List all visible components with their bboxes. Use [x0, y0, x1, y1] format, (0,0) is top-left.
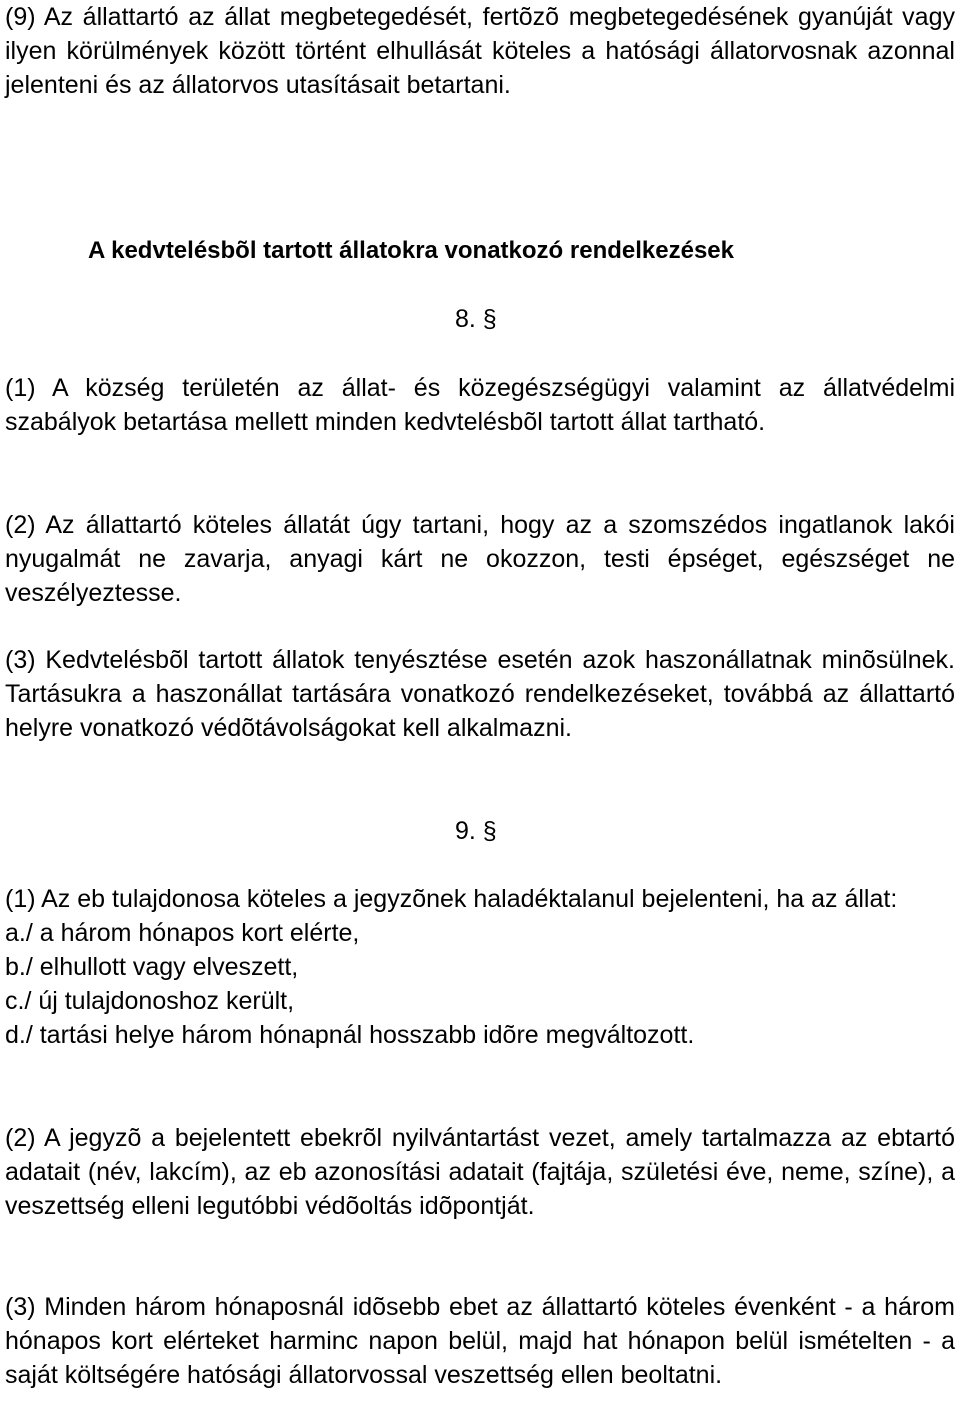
- section-heading: A kedvtelésbõl tartott állatokra vonatkozó rendelkezések: [88, 237, 734, 264]
- s8-paragraph-3: [5, 643, 955, 745]
- s9-paragraph-1: [5, 882, 955, 1052]
- paragraph-text: (1) A község területén az állat- és közegészségügyi valamint az állatvédelmi szabályok betartása mellett minden kedvtelésbõl tartott állat tartható.: [5, 374, 955, 436]
- paragraph-9: [5, 0, 955, 102]
- list-item: c./ új tulajdonoshoz került,: [5, 987, 295, 1015]
- section-number-9: 9. §: [455, 817, 497, 845]
- s9-paragraph-2: [5, 1121, 955, 1223]
- paragraph-text: (3) Kedvtelésbõl tartott állatok tenyésztése esetén azok haszonállatnak minõsülnek. Tartásukra a haszonállat tartására vonatkozó rendelkezéseket, továbbá az állattartó helyre vonatkozó védõtávolságokat kell alkalmazni.: [5, 646, 955, 742]
- paragraph-text: (9) Az állattartó az állat megbetegedését, fertõzõ megbetegedésének gyanúját vagy ilyen körülmények között történt elhullását köteles a hatósági állatorvosnak azonnal jelenteni és az állatorvos utasításait betartani.: [5, 3, 955, 99]
- paragraph-text: (3) Minden három hónaposnál idõsebb ebet az állattartó köteles évenként - a három hónapos kort elérteket harminc napon belül, majd hat hónapon belül ismételten - a saját költségére hatósági állatorvossal veszettség ellen beoltatni.: [5, 1293, 955, 1389]
- paragraph-text: (2) A jegyzõ a bejelentett ebekrõl nyilvántartást vezet, amely tartalmazza az ebtartó adatait (név, lakcím), az eb azonosítási adatait (fajtája, születési éve, neme, színe), a veszettség elleni legutóbbi védõoltás idõpontját.: [5, 1124, 955, 1220]
- s8-paragraph-1: [5, 371, 955, 439]
- paragraph-text: (2) Az állattartó köteles állatát úgy tartani, hogy az a szomszédos ingatlanok lakói nyugalmát ne zavarja, anyagi kárt ne okozzon, testi épséget, egészséget ne veszélyeztesse.: [5, 511, 955, 607]
- s8-paragraph-2: [5, 508, 955, 610]
- list-item: d./ tartási helye három hónapnál hosszabb idõre megváltozott.: [5, 1021, 695, 1049]
- list-item: b./ elhullott vagy elveszett,: [5, 953, 299, 981]
- paragraph-text: (1) Az eb tulajdonosa köteles a jegyzõnek haladéktalanul bejelenteni, ha az állat:: [5, 885, 898, 913]
- section-number-8: 8. §: [455, 305, 497, 333]
- s9-paragraph-3: [5, 1290, 955, 1392]
- list-item: a./ a három hónapos kort elérte,: [5, 919, 360, 947]
